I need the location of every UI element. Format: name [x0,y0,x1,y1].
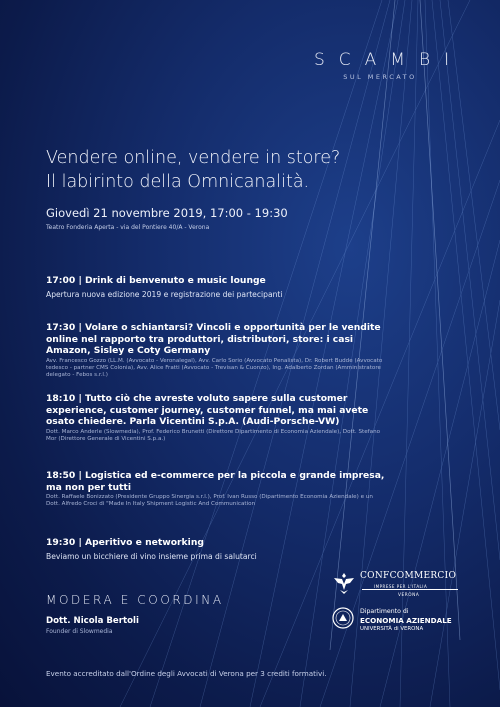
university-logo [332,607,472,637]
confcommercio-name: CONFCOMMERCIO [360,571,457,581]
agenda-item-speakers: Dott. Raffaele Bonizzato (Presidente Gruppo Sinergia s.r.l.), Prof. Ivan Russo (Dipartimento Economia Aziendale) e un Dott. Alfredo Croci di "Made In Italy Shipment Logistic And Communication [46,494,373,507]
confcommercio-tagline: IMPRESE PER L'ITALIA [374,584,428,589]
confcommercio-divider [362,589,458,590]
agenda-item-speakers: Avv. Francesco Gozzo (LL.M. (Avvocato - Veronalegal), Avv. Carlo Sorio (Avvocato Penalista), Dr. Robert Budde (Avvocato tedesco - partner CMS Colonia), Avv. Alice Fratti (Avvocato - Trevisan & Cuonzo), Ing. Adalberto Zordan (Amministratore delegato - Febos s.r.l.) [46,357,383,378]
university-department-name: ECONOMIA AZIENDALE [360,616,452,625]
agenda-item-title: 17:00 | Drink di benvenuto e music lounge [46,275,266,286]
event-title-line1: Vendere online, vendere in store? [46,148,341,168]
university-seal-icon [332,607,354,629]
confcommercio-city: VERONA [398,592,420,597]
logo-text: SCAMBI [314,50,464,70]
scambi-logo [300,50,464,81]
agenda-item-title: 18:10 | Tutto ciò che avreste voluto sapere sulla customer experience, customer journey, customer funnel, ma mai avete osato chiedere. Parla Vicentini S.p.A. (Audi-Porsche-VW) [46,393,369,427]
agenda-item [46,470,386,508]
accreditation-note: Evento accreditato dall'Ordine degli Avvocati di Verona per 3 crediti formativi. [46,669,327,678]
moderator-heading: MODERA E COORDINA [46,593,224,607]
university-department: Dipartimento di [360,608,409,615]
event-venue: Teatro Fonderia Aperta - via del Pontiere 40/A - Verona [46,224,210,231]
event-date: Giovedì 21 novembre 2019, 17:00 - 19:30 [46,206,288,220]
agenda-item-title: 17:30 | Volare o schiantarsi? Vincoli e opportunità per le vendite online nel rapporto tra produttori, distributori, store: i casi Amazon, Sisley e Coty Germany [46,322,381,356]
event-title-line2: Il labirinto della Omnicanalità. [46,172,310,192]
event-title [46,146,466,194]
moderator-name: Dott. Nicola Bertoli [46,616,139,626]
moderator-role: Founder di Slowmedia [46,628,113,635]
agenda-item [46,322,386,379]
agenda-item-description: Apertura nuova edizione 2019 e registrazione dei partecipanti [46,289,283,299]
logo-subtitle: SUL MERCATO [343,73,417,81]
eagle-emblem-icon [332,570,356,596]
university-name: UNIVERSITÀ di VERONA [360,626,424,632]
agenda-item-title: 18:50 | Logistica ed e-commerce per la piccola e grande impresa, ma non per tutti [46,470,385,493]
agenda-item-description: Beviamo un bicchiere di vino insieme prima di salutarci [46,551,257,561]
confcommercio-logo [332,570,462,600]
agenda-item [46,393,386,443]
agenda-item-title: 19:30 | Aperitivo e networking [46,537,204,548]
agenda-item [46,537,386,562]
agenda-item-speakers: Dott. Marco Anderle (Slowmedia), Prof. Federico Brunetti (Direttore Dipartimento di Economia Aziendale), Dott. Stefano Mor (Direttore Generale di Vicentini S.p.a.) [46,428,381,442]
agenda-item [46,275,386,300]
